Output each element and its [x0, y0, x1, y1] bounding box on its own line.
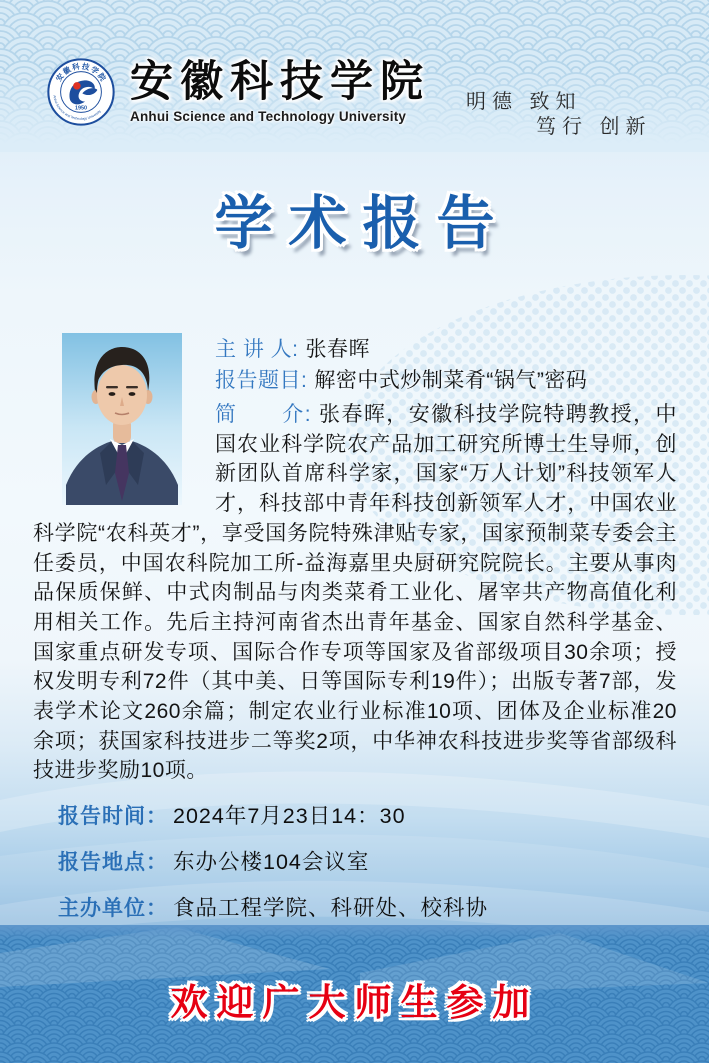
detail-row-time	[58, 804, 488, 829]
time-label: 报告时间：	[58, 805, 168, 828]
page-title: 学术报告	[214, 191, 511, 256]
organizer-value: 食品工程学院、科研处、校科协	[173, 896, 489, 920]
location-label: 报告地点：	[58, 851, 168, 874]
logo-ring-text-cn: 安徽科技学院	[54, 61, 109, 84]
bio-text: 张春晖，安徽科技学院特聘教授，中国农业科学院农产品加工研究所博士生导师，创新团队首席科学家，国家“万人计划”科技领军人才，科技部中青年科技创新领军人才，中国农业科学院“农科英才”，享受国务院特殊津贴专家，国家预制菜专委会主任委员，中国农科院加工所-益海嘉里央厨研究院院长。主要从事肉品保质保鲜、中式肉制品与肉类菜肴工业化、屠宰共产物高值化利用相关工作。先后主持河南省杰出青年基金、国家自然科学基金、国家重点研发专项、国际合作专项等国家及省部级项目30余项；授权发明专利72件（其中美、日等国际专利19件）；出版专著7部，发表学术论文260余篇；制定农业行业标准10项、团体及企业标准20余项；获国家科技进步二等奖2项，中华神农科技进步奖等省部级科技进步奖励10项。	[33, 403, 678, 783]
motto-line-1: 明德 致知	[466, 91, 582, 113]
location-value: 东办公楼104会议室	[173, 850, 370, 874]
speaker-label: 主 讲 人:	[215, 338, 299, 361]
university-names	[130, 58, 430, 124]
organizer-label: 主办单位：	[58, 897, 168, 920]
logo-ring-text-en: Anhui Science and Technology University	[52, 94, 102, 121]
content-block	[33, 334, 677, 786]
time-value: 2024年7月23日14：30	[173, 804, 406, 828]
topic-label: 报告题目:	[215, 369, 308, 392]
university-logo	[47, 58, 115, 126]
photo-spacer	[33, 334, 215, 504]
topic-value: 解密中式炒制菜肴“锅气”密码	[314, 369, 588, 392]
bio-label: 简 介:	[215, 403, 312, 426]
university-name-en: Anhui Science and Technology University	[130, 109, 407, 124]
detail-row-organizer	[58, 896, 488, 921]
motto-line-2: 笃行 创新	[536, 116, 652, 138]
logo-year: 1950	[74, 105, 88, 112]
detail-row-location	[58, 850, 488, 875]
header	[0, 0, 709, 160]
university-name-cn: 安徽科技学院	[130, 59, 430, 106]
university-motto	[466, 90, 696, 139]
logo-red-sun	[73, 82, 80, 89]
event-details	[58, 804, 488, 942]
speaker-name: 张春晖	[305, 338, 371, 361]
welcome-banner: 欢迎广大师生参加	[170, 982, 539, 1023]
